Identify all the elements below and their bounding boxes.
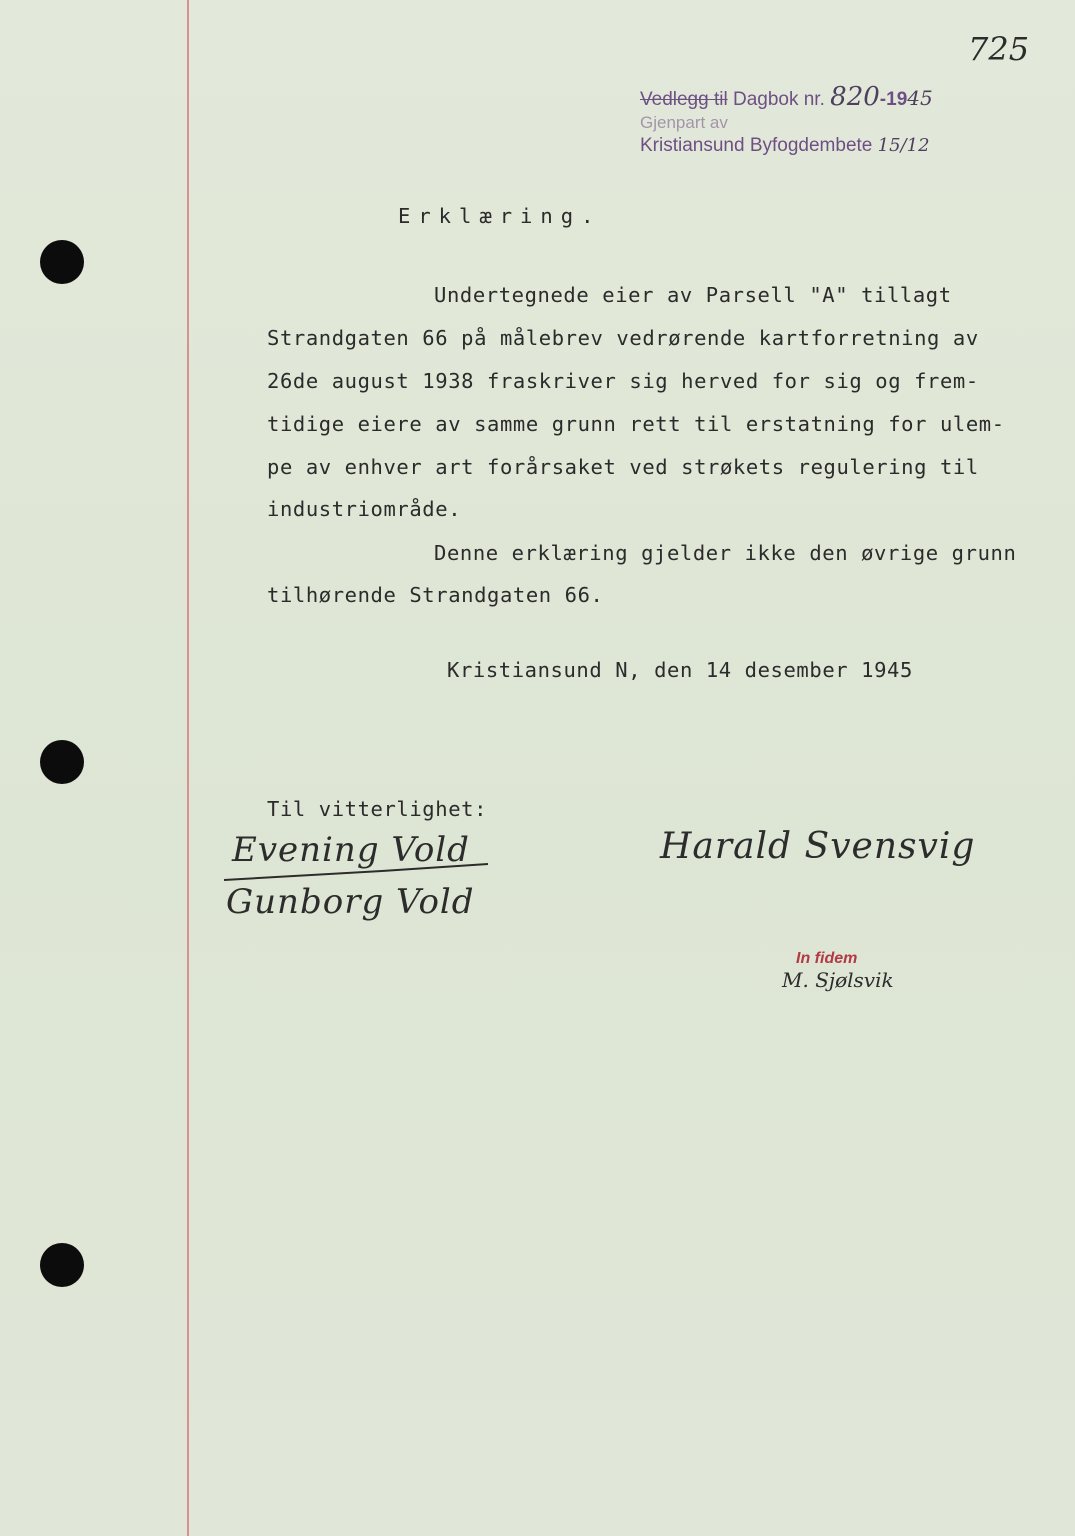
signer-signature: Harald Svensvig [660, 826, 976, 867]
punch-hole-middle [40, 740, 84, 784]
document-title: Erklæring. [398, 204, 602, 228]
stamp-year-suffix: 45 [907, 86, 933, 110]
witness-label: Til vitterlighet: [267, 797, 488, 821]
red-margin-line [187, 0, 189, 1536]
page-number: 725 [968, 30, 1030, 68]
stamp-struck-text: Vedlegg til [640, 89, 728, 110]
stamp-date-note: 15/12 [877, 135, 930, 156]
paragraph1-line5: pe av enhver art forårsaket ved strøkets regulering til [267, 455, 979, 479]
witness-signature-1: Evening Vold [232, 830, 470, 870]
paragraph1-line4: tidige eiere av samme grunn rett til erstatning for ulem- [267, 412, 1005, 436]
paragraph1-line1: Undertegnede eier av Parsell "A" tillagt [434, 283, 952, 307]
place-date: Kristiansund N, den 14 desember 1945 [447, 658, 913, 682]
registration-stamp-line2: Gjenpart av [640, 113, 728, 132]
paragraph2-line1: Denne erklæring gjelder ikke den øvrige grunn [434, 541, 1017, 565]
in-fidem-stamp: In fidem [796, 950, 858, 967]
dagbok-number: 820 [830, 82, 880, 112]
punch-hole-bottom [40, 1243, 84, 1287]
registration-stamp-line1: Vedlegg til Dagbok nr. 820-1945 [640, 82, 933, 112]
punch-hole-top [40, 240, 84, 284]
paragraph1-line6: industriområde. [267, 497, 462, 521]
paragraph2-line2: tilhørende Strandgaten 66. [267, 583, 604, 607]
registration-stamp-line3 [640, 134, 930, 157]
in-fidem-signature: M. Sjølsvik [782, 968, 894, 992]
stamp-dagbok-label: Dagbok nr. [732, 89, 825, 110]
paragraph1-line2: Strandgaten 66 på målebrev vedrørende kartforretning av [267, 326, 979, 350]
court-name: Kristiansund Byfogdembete [640, 135, 873, 156]
witness-signature-2: Gunborg Vold [226, 882, 475, 922]
paragraph1-line3: 26de august 1938 fraskriver sig herved for sig og frem- [267, 369, 979, 393]
stamp-year: 19 [886, 89, 908, 110]
